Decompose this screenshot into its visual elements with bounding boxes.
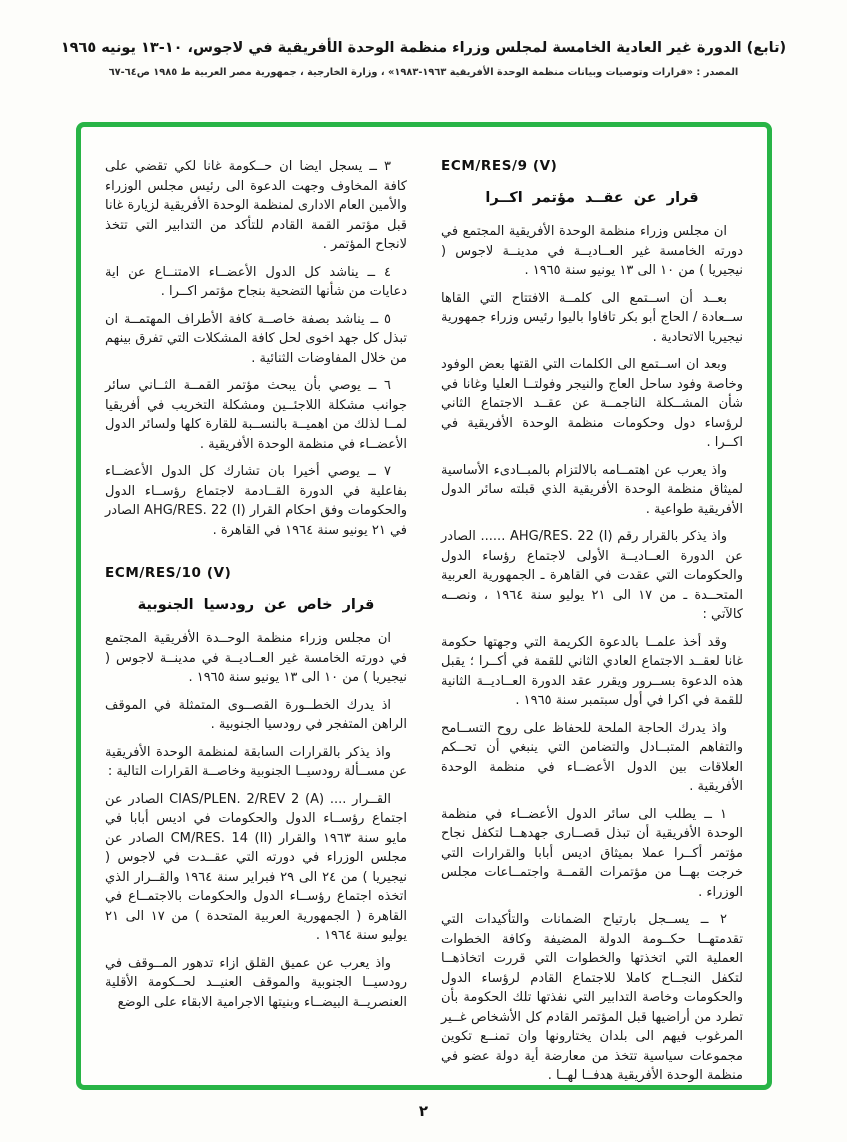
resolution-10-ref: ECM/RES/10 (V) (105, 565, 232, 581)
paragraph: وقد أخذ علمــا بالدعوة الكريمة التي وجهتها حكومة غانا لعقــد الاجتماع العادي الثاني للقمة في أكــرا ؛ يقبل هذه الدعوة بســرور ويقرر عقد الدورة العــاديــة الثانية للقمة في اكرا في أول سبتمبر سنة ١٩٦٥ . (441, 634, 743, 708)
header-title: (تابع) الدورة غير العادية الخامسة لمجلس وزراء منظمة الوحدة الأفريقية في لاجوس، ١٠-١٣ يونيه ١٩٦٥ (60, 40, 787, 56)
paragraph: واذ يذكر بالقرارات السابقة لمنظمة الوحدة الأفريقية عن مســألة رودسيــا الجنوبية وخاصــة القرارات التالية : (105, 744, 407, 779)
page-number: ٢ (418, 1102, 429, 1120)
paragraph: واذ يعرب عن عميق القلق ازاء تدهور المــوقف في رودسيــا الجنوبية والموقف العنيــد لحــكومة الأقلية العنصريــة البيضــاء وبنيتها الاجرامية الابقاء على الوضع (105, 955, 407, 1010)
paragraph: واذ يذكر بالقرار رقم AHG/RES. 22 (I) ...... الصادر عن الدورة العــاديــة الأولى لاجتماع رؤساء الدول والحكومات التي عقدت في القاهرة ـ الجمهورية العربية المتحــدة ـ من ١٧ الى ٢١ يوليو سنة ١٩٦٤ ، ونصــه كالآتي : (441, 529, 743, 622)
numbered-clause-2: ٢ ــ يســجل بارتياح الضمانات والتأكيدات التي تقدمتهــا حكــومة الدولة المضيفة وكافة الخطوات العملية التي اتخذتها والخطوات التي قررت اتخاذهــا لتكفل النجــاح كاملا للاجتماع القادم لرؤساء الدول والحكومات وخاصة التدابير التي نفذتها تلك الحكومة بأن تطرد من أراضيها قبل المؤتمر القادم كل الأشخاص غــير المرغوب فيهم الى بلدان يختارونها وان تمنــع تكوين مجموعات سياسية تتخذ من معارضة أية دولة عضو في منظمة الوحدة الأفريقية هدفــا لهــا . (441, 912, 743, 1083)
paragraph: القــرار .... CIAS/PLEN. 2/REV 2 (A) الصادر عن اجتماع رؤســاء الدول والحكومات في اديس أبابا في مايو سنة ١٩٦٣ والقرار CM/RES. 14 (II) الصادر عن مجلس الوزراء في دورته التي عقــدت في لاجوس ( نيجيريا ) من ٢٤ الى ٢٩ فبراير سنة ١٩٦٤ والقــرار الذي اتخذه اجتماع رؤســاء الدول والحكومات بالاجتمــاع في القاهرة ( الجمهورية العربية المتحدة ) من ١٧ الى ٢١ يوليو سنة ١٩٦٤ . (105, 791, 407, 943)
paragraph: اذ يدرك الخطــورة القصــوى المتمثلة في الموقف الراهن المتفجر في رودسيا الجنوبية . (105, 697, 407, 732)
resolution-9-ref: ECM/RES/9 (V) (441, 158, 558, 174)
header-source-note: المصدر : «قرارات وتوصيات وبيانات منظمة الوحدة الأفريقية ١٩٦٣-١٩٨٣» ، وزارة الخارجية ، جمهورية مصر العربية ط ١٩٨٥ ص٦٤-٦٧ (108, 67, 739, 78)
text-columns (105, 157, 743, 1083)
numbered-clause-1: ١ ــ يطلب الى سائر الدول الأعضــاء في منظمة الوحدة الأفريقية أن تبذل قصــارى جهدهــا لتكفل نجاح مؤتمر أكــرا عملا بميثاق اديس أبابا والقرارات التي خرجت بهــا من مؤتمرات القمــة واجتمــاعات مجلس الوزراء . (441, 806, 743, 900)
numbered-clause-6: ٦ ــ يوصي بأن يبحث مؤتمر القمــة الثــاني سائر جوانب مشكلة اللاجئــين ومشكلة التخريب في أفريقيا لمــا لذلك من اهميــة بالنســبة للقارة كلها ولسائر الدول الأعضــاء في منظمة الوحدة الأفريقية . (105, 378, 407, 452)
resolution-9-title: قرار عن عقــد مؤتمر اكــرا (485, 189, 699, 206)
content-frame (76, 122, 772, 1090)
paragraph: واذ يعرب عن اهتمــامه بالالتزام بالمبــادىء الأساسية لميثاق منظمة الوحدة الأفريقية الذي قبلته سائر الدول الأفريقية طواعية . (441, 462, 743, 517)
paragraph: ان مجلس وزراء منظمة الوحدة الأفريقية المجتمع في دورته الخامسة غير العــاديــة في مدينــة لاجوس ( نيجيريا ) من ١٠ الى ١٣ يونيو سنة ١٩٦٥ . (441, 224, 743, 278)
numbered-clause-4: ٤ ــ يناشد كل الدول الأعضــاء الامتنــاع عن اية دعايات من شأنها التضحية بنجاح مؤتمر اكــرا . (105, 264, 407, 299)
resolution-10-title: قرار خاص عن رودسيا الجنوبية (137, 596, 375, 613)
column-left-resolution-9-continued-and-10 (105, 157, 407, 1069)
document-header (55, 40, 792, 78)
paragraph: واذ يدرك الحاجة الملحة للحفاظ على روح التســامح والتفاهم المتبــادل والتضامن التي ينبغي أن تحــكم العلاقات بين الدول الأعضــاء في منظمة الوحدة الأفريقية . (441, 720, 743, 794)
paragraph: بعــد أن اســتمع الى كلمــة الافتتاح التي القاها ســعادة / الحاج أبو بكر تافاوا باليوا رئيس وزراء جمهورية نيجيريا الاتحادية . (441, 290, 743, 345)
numbered-clause-7: ٧ ــ يوصي أخيرا بان تشارك كل الدول الأعضــاء بفاعلية في الدورة القــادمة لاجتماع رؤســاء الدول والحكومات وفق احكام القرار AHG/RES. 22 (I) الصادر في ٢١ يونيو سنة ١٩٦٤ في القاهرة . (105, 464, 407, 538)
column-right-resolution-9 (441, 157, 743, 1083)
numbered-clause-5: ٥ ــ يناشد بصفة خاصــة كافة الأطراف المهتمــة ان تبذل كل جهد اخوى لحل كافة المشكلات التي تفرق بينهم من خلال المفاوضات الثنائية . (105, 311, 407, 366)
numbered-clause-3: ٣ ــ يسجل ايضا ان حــكومة غانا لكي تقضي على كافة المخاوف وجهت الدعوة الى رئيس مجلس الوزراء والأمين العام الادارى لمنظمة الوحدة الأفريقية لزيارة غانا قبل مؤتمر القمة القادم للتأكد من التدابير التي تتخذ لانجاح المؤتمر . (105, 159, 407, 252)
paragraph: ان مجلس وزراء منظمة الوحــدة الأفريقية المجتمع في دورته الخامسة غير العــاديــة في مدينــة لاجوس ( نيجيريا ) من ١٠ الى ١٣ يونيو سنة ١٩٦٥ . (105, 631, 407, 685)
paragraph: وبعد ان اســتمع الى الكلمات التي القتها بعض الوفود وخاصة وفود ساحل العاج والنيجر وفولتــا العليا وغانا في شأن المشــكلة الناجمــة عن عقــد الاجتماع الثاني لرؤساء دول وحكومات منظمة الوحدة الأفريقية في اكــرا . (441, 357, 743, 450)
